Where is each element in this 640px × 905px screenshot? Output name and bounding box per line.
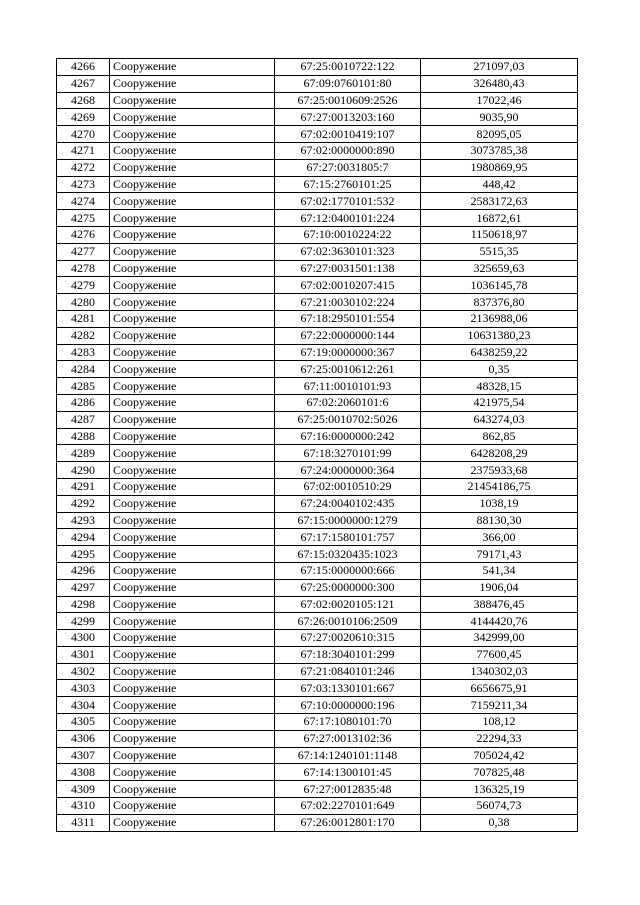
- object-type-cell: Сооружение: [110, 529, 275, 546]
- table-row: [57, 109, 578, 126]
- object-type-cell: Сооружение: [110, 663, 275, 680]
- value-cell: 56074,73: [421, 798, 578, 815]
- cadastral-number-cell: 67:24:0040102:435: [275, 495, 421, 512]
- row-number-cell: 4294: [57, 529, 110, 546]
- value-cell: 7159211,34: [421, 697, 578, 714]
- object-type-cell: Сооружение: [110, 59, 275, 76]
- table-row: [57, 462, 578, 479]
- object-type-cell: Сооружение: [110, 546, 275, 563]
- value-cell: 707825,48: [421, 764, 578, 781]
- table-row: [57, 579, 578, 596]
- row-number-cell: 4288: [57, 428, 110, 445]
- table-row: [57, 798, 578, 815]
- table-row: [57, 730, 578, 747]
- table-row: [57, 92, 578, 109]
- cadastral-number-cell: 67:02:0000000:890: [275, 142, 421, 159]
- value-cell: 1906,04: [421, 579, 578, 596]
- cadastral-number-cell: 67:02:3630101:323: [275, 243, 421, 260]
- row-number-cell: 4293: [57, 512, 110, 529]
- table-row: [57, 394, 578, 411]
- row-number-cell: 4305: [57, 714, 110, 731]
- row-number-cell: 4279: [57, 277, 110, 294]
- value-cell: 6656675,91: [421, 680, 578, 697]
- cadastral-number-cell: 67:16:0000000:242: [275, 428, 421, 445]
- table-row: [57, 126, 578, 143]
- value-cell: 2136988,06: [421, 310, 578, 327]
- value-cell: 325659,63: [421, 260, 578, 277]
- cadastral-number-cell: 67:11:0010101:93: [275, 378, 421, 395]
- value-cell: 0,38: [421, 814, 578, 831]
- object-type-cell: Сооружение: [110, 512, 275, 529]
- cadastral-number-cell: 67:24:0000000:364: [275, 462, 421, 479]
- row-number-cell: 4300: [57, 630, 110, 647]
- value-cell: 862,85: [421, 428, 578, 445]
- object-type-cell: Сооружение: [110, 411, 275, 428]
- cadastral-number-cell: 67:26:0010106:2509: [275, 613, 421, 630]
- value-cell: 6428208,29: [421, 445, 578, 462]
- row-number-cell: 4301: [57, 646, 110, 663]
- cadastral-number-cell: 67:27:0031501:138: [275, 260, 421, 277]
- value-cell: 17022,46: [421, 92, 578, 109]
- row-number-cell: 4268: [57, 92, 110, 109]
- document-page: [56, 58, 578, 832]
- object-type-cell: Сооружение: [110, 495, 275, 512]
- row-number-cell: 4291: [57, 478, 110, 495]
- object-type-cell: Сооружение: [110, 697, 275, 714]
- object-type-cell: Сооружение: [110, 294, 275, 311]
- table-row: [57, 361, 578, 378]
- cadastral-number-cell: 67:15:0000000:666: [275, 562, 421, 579]
- cadastral-number-cell: 67:25:0010612:261: [275, 361, 421, 378]
- cadastral-number-cell: 67:19:0000000:367: [275, 344, 421, 361]
- value-cell: 3073785,38: [421, 142, 578, 159]
- object-type-cell: Сооружение: [110, 613, 275, 630]
- value-cell: 1150618,97: [421, 226, 578, 243]
- table-row: [57, 193, 578, 210]
- cadastral-number-cell: 67:15:0320435:1023: [275, 546, 421, 563]
- cadastral-number-cell: 67:22:0000000:144: [275, 327, 421, 344]
- row-number-cell: 4306: [57, 730, 110, 747]
- cadastral-number-cell: 67:17:1080101:70: [275, 714, 421, 731]
- object-type-cell: Сооружение: [110, 109, 275, 126]
- object-type-cell: Сооружение: [110, 814, 275, 831]
- cadastral-number-cell: 67:12:0400101:224: [275, 210, 421, 227]
- cadastral-number-cell: 67:15:0000000:1279: [275, 512, 421, 529]
- value-cell: 108,12: [421, 714, 578, 731]
- value-cell: 342999,00: [421, 630, 578, 647]
- cadastral-number-cell: 67:09:0760101:80: [275, 75, 421, 92]
- table-row: [57, 680, 578, 697]
- value-cell: 0,35: [421, 361, 578, 378]
- row-number-cell: 4309: [57, 781, 110, 798]
- table-row: [57, 764, 578, 781]
- cadastral-number-cell: 67:14:1300101:45: [275, 764, 421, 781]
- table-row: [57, 663, 578, 680]
- row-number-cell: 4307: [57, 747, 110, 764]
- row-number-cell: 4284: [57, 361, 110, 378]
- row-number-cell: 4295: [57, 546, 110, 563]
- row-number-cell: 4304: [57, 697, 110, 714]
- cadastral-number-cell: 67:17:1580101:757: [275, 529, 421, 546]
- table-row: [57, 512, 578, 529]
- table-row: [57, 613, 578, 630]
- value-cell: 136325,19: [421, 781, 578, 798]
- object-type-cell: Сооружение: [110, 596, 275, 613]
- object-type-cell: Сооружение: [110, 428, 275, 445]
- cadastral-number-cell: 67:02:2060101:6: [275, 394, 421, 411]
- object-type-cell: Сооружение: [110, 159, 275, 176]
- value-cell: 366,00: [421, 529, 578, 546]
- value-cell: 22294,33: [421, 730, 578, 747]
- cadastral-number-cell: 67:21:0030102:224: [275, 294, 421, 311]
- table-row: [57, 176, 578, 193]
- object-type-cell: Сооружение: [110, 680, 275, 697]
- row-number-cell: 4298: [57, 596, 110, 613]
- object-type-cell: Сооружение: [110, 176, 275, 193]
- cadastral-number-cell: 67:25:0010722:122: [275, 59, 421, 76]
- object-type-cell: Сооружение: [110, 361, 275, 378]
- object-type-cell: Сооружение: [110, 630, 275, 647]
- table-row: [57, 781, 578, 798]
- table-row: [57, 327, 578, 344]
- value-cell: 2375933,68: [421, 462, 578, 479]
- row-number-cell: 4296: [57, 562, 110, 579]
- object-type-cell: Сооружение: [110, 92, 275, 109]
- object-type-cell: Сооружение: [110, 714, 275, 731]
- object-type-cell: Сооружение: [110, 747, 275, 764]
- object-type-cell: Сооружение: [110, 798, 275, 815]
- cadastral-number-cell: 67:03:1330101:667: [275, 680, 421, 697]
- row-number-cell: 4303: [57, 680, 110, 697]
- cadastral-number-cell: 67:10:0010224:22: [275, 226, 421, 243]
- table-row: [57, 697, 578, 714]
- table-row: [57, 260, 578, 277]
- cadastral-number-cell: 67:26:0012801:170: [275, 814, 421, 831]
- row-number-cell: 4271: [57, 142, 110, 159]
- row-number-cell: 4276: [57, 226, 110, 243]
- table-row: [57, 277, 578, 294]
- row-number-cell: 4292: [57, 495, 110, 512]
- object-type-cell: Сооружение: [110, 781, 275, 798]
- row-number-cell: 4283: [57, 344, 110, 361]
- row-number-cell: 4302: [57, 663, 110, 680]
- row-number-cell: 4272: [57, 159, 110, 176]
- row-number-cell: 4282: [57, 327, 110, 344]
- value-cell: 705024,42: [421, 747, 578, 764]
- row-number-cell: 4274: [57, 193, 110, 210]
- cadastral-number-cell: 67:25:0010609:2526: [275, 92, 421, 109]
- table-row: [57, 344, 578, 361]
- value-cell: 326480,43: [421, 75, 578, 92]
- cadastral-number-cell: 67:21:0840101:246: [275, 663, 421, 680]
- table-row: [57, 630, 578, 647]
- table-row: [57, 378, 578, 395]
- value-cell: 82095,05: [421, 126, 578, 143]
- row-number-cell: 4286: [57, 394, 110, 411]
- object-type-cell: Сооружение: [110, 226, 275, 243]
- row-number-cell: 4270: [57, 126, 110, 143]
- cadastral-number-cell: 67:18:3040101:299: [275, 646, 421, 663]
- object-type-cell: Сооружение: [110, 378, 275, 395]
- cadastral-number-cell: 67:27:0013102:36: [275, 730, 421, 747]
- value-cell: 6438259,22: [421, 344, 578, 361]
- object-type-cell: Сооружение: [110, 462, 275, 479]
- cadastral-number-cell: 67:14:1240101:1148: [275, 747, 421, 764]
- row-number-cell: 4266: [57, 59, 110, 76]
- row-number-cell: 4297: [57, 579, 110, 596]
- object-type-cell: Сооружение: [110, 562, 275, 579]
- row-number-cell: 4285: [57, 378, 110, 395]
- cadastral-number-cell: 67:15:2760101:25: [275, 176, 421, 193]
- table-row: [57, 747, 578, 764]
- cadastral-number-cell: 67:18:3270101:99: [275, 445, 421, 462]
- object-type-cell: Сооружение: [110, 579, 275, 596]
- table-row: [57, 159, 578, 176]
- table-row: [57, 529, 578, 546]
- object-type-cell: Сооружение: [110, 210, 275, 227]
- object-type-cell: Сооружение: [110, 142, 275, 159]
- row-number-cell: 4275: [57, 210, 110, 227]
- table-row: [57, 411, 578, 428]
- table-row: [57, 226, 578, 243]
- cadastral-number-cell: 67:27:0013203:160: [275, 109, 421, 126]
- value-cell: 77600,45: [421, 646, 578, 663]
- row-number-cell: 4308: [57, 764, 110, 781]
- value-cell: 5515,35: [421, 243, 578, 260]
- value-cell: 837376,80: [421, 294, 578, 311]
- value-cell: 79171,43: [421, 546, 578, 563]
- row-number-cell: 4311: [57, 814, 110, 831]
- value-cell: 448,42: [421, 176, 578, 193]
- cadastral-number-cell: 67:02:1770101:532: [275, 193, 421, 210]
- value-cell: 4144420,76: [421, 613, 578, 630]
- value-cell: 1980869,95: [421, 159, 578, 176]
- table-row: [57, 495, 578, 512]
- table-row: [57, 478, 578, 495]
- table-row: [57, 210, 578, 227]
- object-type-cell: Сооружение: [110, 764, 275, 781]
- object-type-cell: Сооружение: [110, 277, 275, 294]
- object-type-cell: Сооружение: [110, 478, 275, 495]
- cadastral-number-cell: 67:18:2950101:554: [275, 310, 421, 327]
- table-row: [57, 310, 578, 327]
- cadastral-number-cell: 67:02:0020105:121: [275, 596, 421, 613]
- row-number-cell: 4278: [57, 260, 110, 277]
- value-cell: 388476,45: [421, 596, 578, 613]
- table-row: [57, 814, 578, 831]
- row-number-cell: 4290: [57, 462, 110, 479]
- value-cell: 48328,15: [421, 378, 578, 395]
- value-cell: 10631380,23: [421, 327, 578, 344]
- object-type-cell: Сооружение: [110, 327, 275, 344]
- value-cell: 88130,30: [421, 512, 578, 529]
- cadastral-number-cell: 67:02:2270101:649: [275, 798, 421, 815]
- row-number-cell: 4289: [57, 445, 110, 462]
- cadastral-number-cell: 67:25:0000000:300: [275, 579, 421, 596]
- registry-table-body: [57, 59, 578, 832]
- table-row: [57, 428, 578, 445]
- object-type-cell: Сооружение: [110, 445, 275, 462]
- registry-table: [56, 58, 578, 832]
- table-row: [57, 546, 578, 563]
- row-number-cell: 4277: [57, 243, 110, 260]
- row-number-cell: 4310: [57, 798, 110, 815]
- row-number-cell: 4280: [57, 294, 110, 311]
- object-type-cell: Сооружение: [110, 243, 275, 260]
- row-number-cell: 4281: [57, 310, 110, 327]
- object-type-cell: Сооружение: [110, 193, 275, 210]
- object-type-cell: Сооружение: [110, 126, 275, 143]
- value-cell: 1340302,03: [421, 663, 578, 680]
- row-number-cell: 4287: [57, 411, 110, 428]
- table-row: [57, 596, 578, 613]
- cadastral-number-cell: 67:27:0020610:315: [275, 630, 421, 647]
- row-number-cell: 4273: [57, 176, 110, 193]
- table-row: [57, 142, 578, 159]
- object-type-cell: Сооружение: [110, 344, 275, 361]
- object-type-cell: Сооружение: [110, 646, 275, 663]
- value-cell: 1036145,78: [421, 277, 578, 294]
- object-type-cell: Сооружение: [110, 260, 275, 277]
- value-cell: 643274,03: [421, 411, 578, 428]
- value-cell: 1038,19: [421, 495, 578, 512]
- row-number-cell: 4267: [57, 75, 110, 92]
- table-row: [57, 294, 578, 311]
- cadastral-number-cell: 67:02:0010207:415: [275, 277, 421, 294]
- value-cell: 421975,54: [421, 394, 578, 411]
- cadastral-number-cell: 67:10:0000000:196: [275, 697, 421, 714]
- cadastral-number-cell: 67:27:0031805:7: [275, 159, 421, 176]
- value-cell: 9035,90: [421, 109, 578, 126]
- table-row: [57, 75, 578, 92]
- value-cell: 2583172,63: [421, 193, 578, 210]
- table-row: [57, 243, 578, 260]
- value-cell: 271097,03: [421, 59, 578, 76]
- object-type-cell: Сооружение: [110, 394, 275, 411]
- object-type-cell: Сооружение: [110, 310, 275, 327]
- object-type-cell: Сооружение: [110, 75, 275, 92]
- table-row: [57, 646, 578, 663]
- value-cell: 21454186,75: [421, 478, 578, 495]
- object-type-cell: Сооружение: [110, 730, 275, 747]
- table-row: [57, 445, 578, 462]
- cadastral-number-cell: 67:27:0012835:48: [275, 781, 421, 798]
- row-number-cell: 4269: [57, 109, 110, 126]
- value-cell: 16872,61: [421, 210, 578, 227]
- table-row: [57, 59, 578, 76]
- table-row: [57, 714, 578, 731]
- cadastral-number-cell: 67:02:0010419:107: [275, 126, 421, 143]
- cadastral-number-cell: 67:02:0010510:29: [275, 478, 421, 495]
- value-cell: 541,34: [421, 562, 578, 579]
- table-row: [57, 562, 578, 579]
- cadastral-number-cell: 67:25:0010702:5026: [275, 411, 421, 428]
- row-number-cell: 4299: [57, 613, 110, 630]
